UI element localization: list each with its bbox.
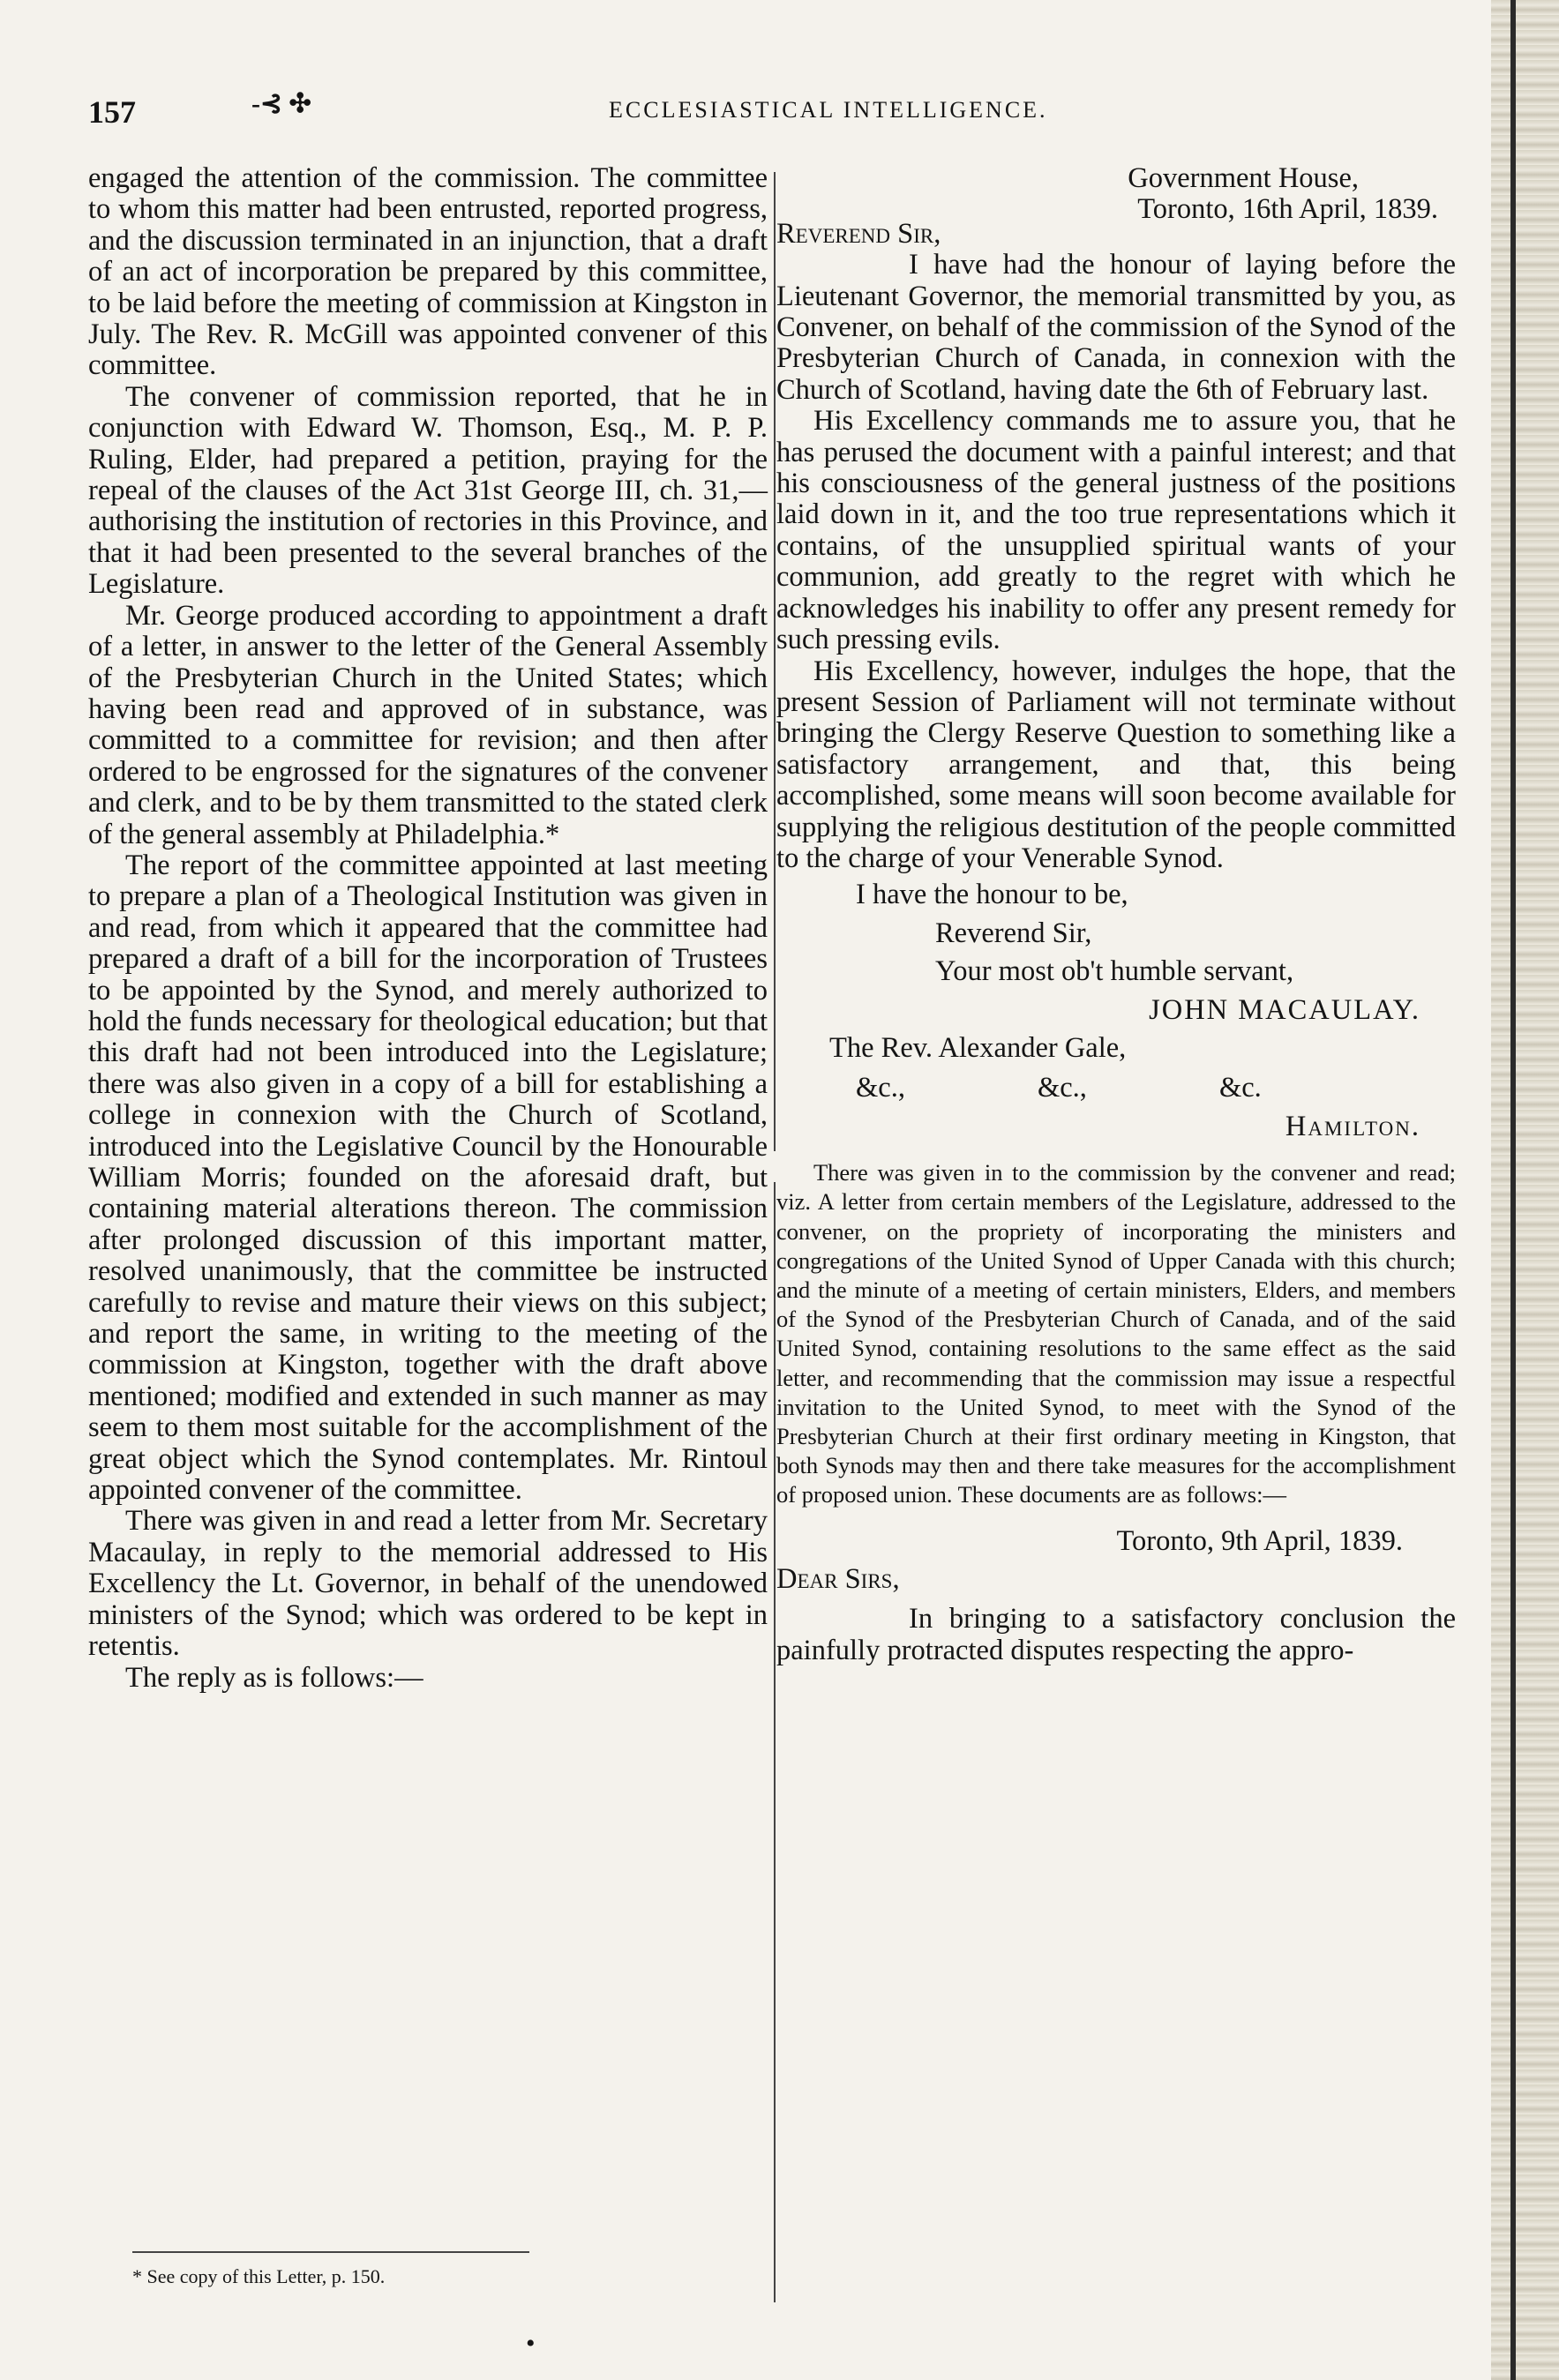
letter-closing: Your most ob't humble servant, bbox=[935, 955, 1294, 988]
letter-addressee: The Rev. Alexander Gale, bbox=[829, 1031, 1127, 1064]
left-column bbox=[88, 163, 768, 1694]
letter-paragraph: His Excellency, however, indulges the hope, that the present Session of Parliament will not terminate without bringing the Clergy Reserve Question to something like a satisfactory arrangement, and that, this being accomplished, some means will soon become available for supplying the religious destitution of the people committed to the charge of your Venerable Synod. bbox=[776, 655, 1456, 874]
second-letter-salutation: Dear Sirs, bbox=[776, 1563, 900, 1596]
letter-paragraph: His Excellency commands me to assure you, that he has perused the document with a painful interest; and that his consciousness of the general justness of the positions laid down in it, and the too true representations which it contains, of the unsupplied spiritual wants of your communion, add greatly to the regret with which he acknowledges his inability to offer any present remedy for such pressing evils. bbox=[776, 405, 1456, 656]
paragraph: The convener of commission reported, that he in conjunction with Edward W. Thomson, Esq., M. P. P. Ruling, Elder, had prepared a petition, praying for the repeal of the clauses of the Act 31st George III, ch. 31,—authorising the institution of rectories in this Province, and that it had been presented to the several branches of the Legislature. bbox=[88, 380, 768, 601]
second-letter-opening: In bringing to a satisfactory conclusion the painfully protracted disputes respecting the appro- bbox=[776, 1603, 1456, 1666]
commission-paragraph: There was given in to the commission by the convener and read; viz. A letter from certain members of the Legislature, addressed to the convener, on the propriety of incorporating the ministers and congregations of the United Synod of Upper Canada with this church; and the minute of a meeting of certain ministers, Elders, and members of the Synod of the Presbyterian Church of Canada, and of the said United Synod, containing resolutions to the same effect as the said letter, and recommending that the commission may issue a respectful invitation to the United Synod, to meet with the Synod of the Presbyterian Church at their first ordinary meeting in Kingston, that both Synods may then and there take measures for the accomplishment of proposed union. These documents are as follows:— bbox=[776, 1159, 1456, 1508]
letter-address-line1: Government House, bbox=[1128, 162, 1359, 194]
paragraph: engaged the attention of the commission. The committee to whom this matter had been entrusted, reported progress, and the discussion terminated in an injunction, that a draft of an act of incorporation be prepared by this committee, to be laid before the meeting of commission at Kingston in July. The Rev. R. McGill was appointed convener of this committee. bbox=[88, 162, 768, 382]
letter-paragraph: I have had the honour of laying before the Lieutenant Governor, the memorial transmitted by you, as Convener, on behalf of the commission of the Synod of the Presbyterian Church of Canada, in connexion with the Church of Scotland, having date the 6th of February last. bbox=[776, 249, 1456, 406]
letter-place: Hamilton. bbox=[1285, 1110, 1420, 1142]
column-divider bbox=[774, 172, 776, 1151]
column-divider-lower bbox=[774, 1182, 776, 2302]
etc: &c., bbox=[1037, 1072, 1087, 1104]
footnote: * See copy of this Letter, p. 150. bbox=[132, 2265, 386, 2287]
etc: &c. bbox=[1218, 1072, 1262, 1104]
letter-address-line2: Toronto, 16th April, 1839. bbox=[1137, 193, 1438, 226]
page-edge-texture bbox=[1491, 0, 1559, 2380]
letter-etc-line bbox=[776, 1073, 1456, 1104]
right-column bbox=[776, 163, 1456, 1666]
page-mark: • bbox=[526, 2329, 536, 2358]
letter-closing: I have the honour to be, bbox=[856, 879, 1128, 911]
paragraph: There was given in and read a letter from Mr. Secretary Macaulay, in reply to the memorial addressed to His Excellency the Lt. Governor, in behalf of the unendowed ministers of the Synod; which was ordered to be kept in retentis. bbox=[88, 1505, 768, 1663]
footnote-rule bbox=[132, 2251, 529, 2253]
binding-edge bbox=[1510, 0, 1516, 2380]
letter-salutation: Reverend Sir, bbox=[776, 217, 941, 250]
paragraph: The reply as is follows:— bbox=[125, 1661, 423, 1694]
header-ornament: -⊰ ✣ bbox=[251, 89, 311, 118]
letter-signature: JOHN MACAULAY. bbox=[1149, 993, 1420, 1026]
running-head: ECCLESIASTICAL INTELLIGENCE. bbox=[609, 97, 1048, 123]
paragraph: Mr. George produced according to appointment a draft of a letter, in answer to the letter of the General Assembly of the Presbyterian Church in the United States; which having been read and approved of in substance, was committed to a committee for revision; and then after ordered to be engrossed for the signatures of the convener and clerk, and to be by them transmitted to the stated clerk of the general assembly at Philadelphia.* bbox=[88, 599, 768, 850]
page-header bbox=[88, 89, 1465, 130]
etc: &c., bbox=[856, 1072, 905, 1104]
second-letter-date: Toronto, 9th April, 1839. bbox=[1116, 1524, 1403, 1557]
letter-closing: Reverend Sir, bbox=[935, 917, 1092, 949]
page-number: 157 bbox=[88, 94, 136, 130]
paragraph: The report of the committee appointed at last meeting to prepare a plan of a Theological Institution was given in and read, from which it appeared that the committee had prepared a draft of a bill for the incorporation of Trustees to be appointed by the Synod, and merely authorized to hold the funds necessary for theological education; but that this draft had not been introduced into the Legislature; there was also given in a copy of a bill for establishing a college in connexion with the Church of Scotland, introduced into the Legislative Council by the Honourable William Morris; founded on the aforesaid draft, but containing material alterations thereon. The commission after prolonged discussion of this important matter, resolved unanimously, that the committee be instructed carefully to revise and mature their views on this subject; and report the same, in writing to the meeting of the commission at Kingston, together with the draft above mentioned; modified and extended in such manner as may seem to them most suitable for the accomplishment of the great object which the Synod contemplates. Mr. Rintoul appointed convener of the committee. bbox=[88, 849, 768, 1507]
